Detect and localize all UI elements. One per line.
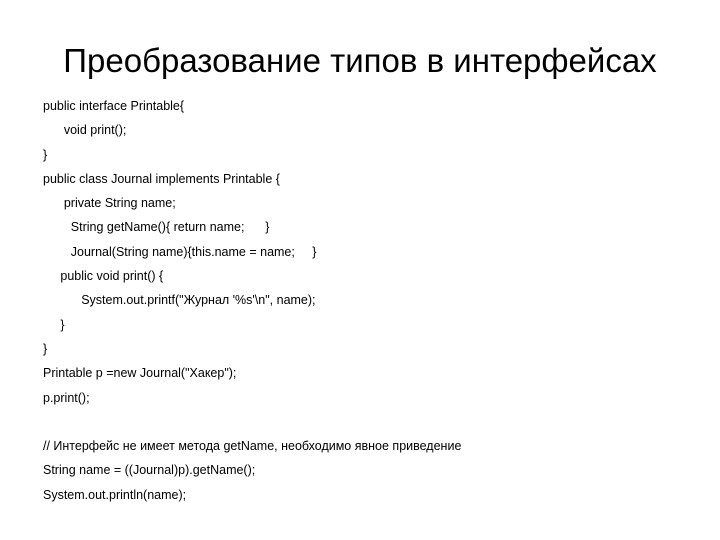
code-line: p.print();: [43, 390, 90, 405]
code-line: public interface Printable{: [43, 99, 185, 113]
code-comment-line: // Интерфейс не имеет метода getName, необходимо явное приведение: [43, 439, 462, 454]
code-line: void print();: [43, 123, 127, 138]
code-line: String getName(){ return name; }: [43, 220, 270, 235]
code-line: Journal(String name){this.name = name; }: [43, 244, 317, 259]
code-line-blank: [43, 410, 693, 434]
code-line: Printable p =new Journal("Хакер");: [43, 366, 237, 381]
code-line: }: [43, 341, 48, 356]
slide-title: Преобразование типов в интерфейсах: [63, 42, 657, 79]
code-line: }: [43, 147, 48, 162]
code-line: String name = ((Journal)p).getName();: [43, 463, 256, 478]
code-line: public class Journal implements Printable {: [43, 171, 280, 186]
code-line: System.out.printf("Журнал '%s'\n", name);: [43, 293, 316, 308]
code-line: System.out.println(name);: [43, 487, 187, 502]
code-block: [43, 94, 693, 507]
code-line: }: [43, 317, 65, 332]
code-line: private String name;: [43, 196, 176, 211]
code-line: public void print() {: [43, 269, 164, 284]
